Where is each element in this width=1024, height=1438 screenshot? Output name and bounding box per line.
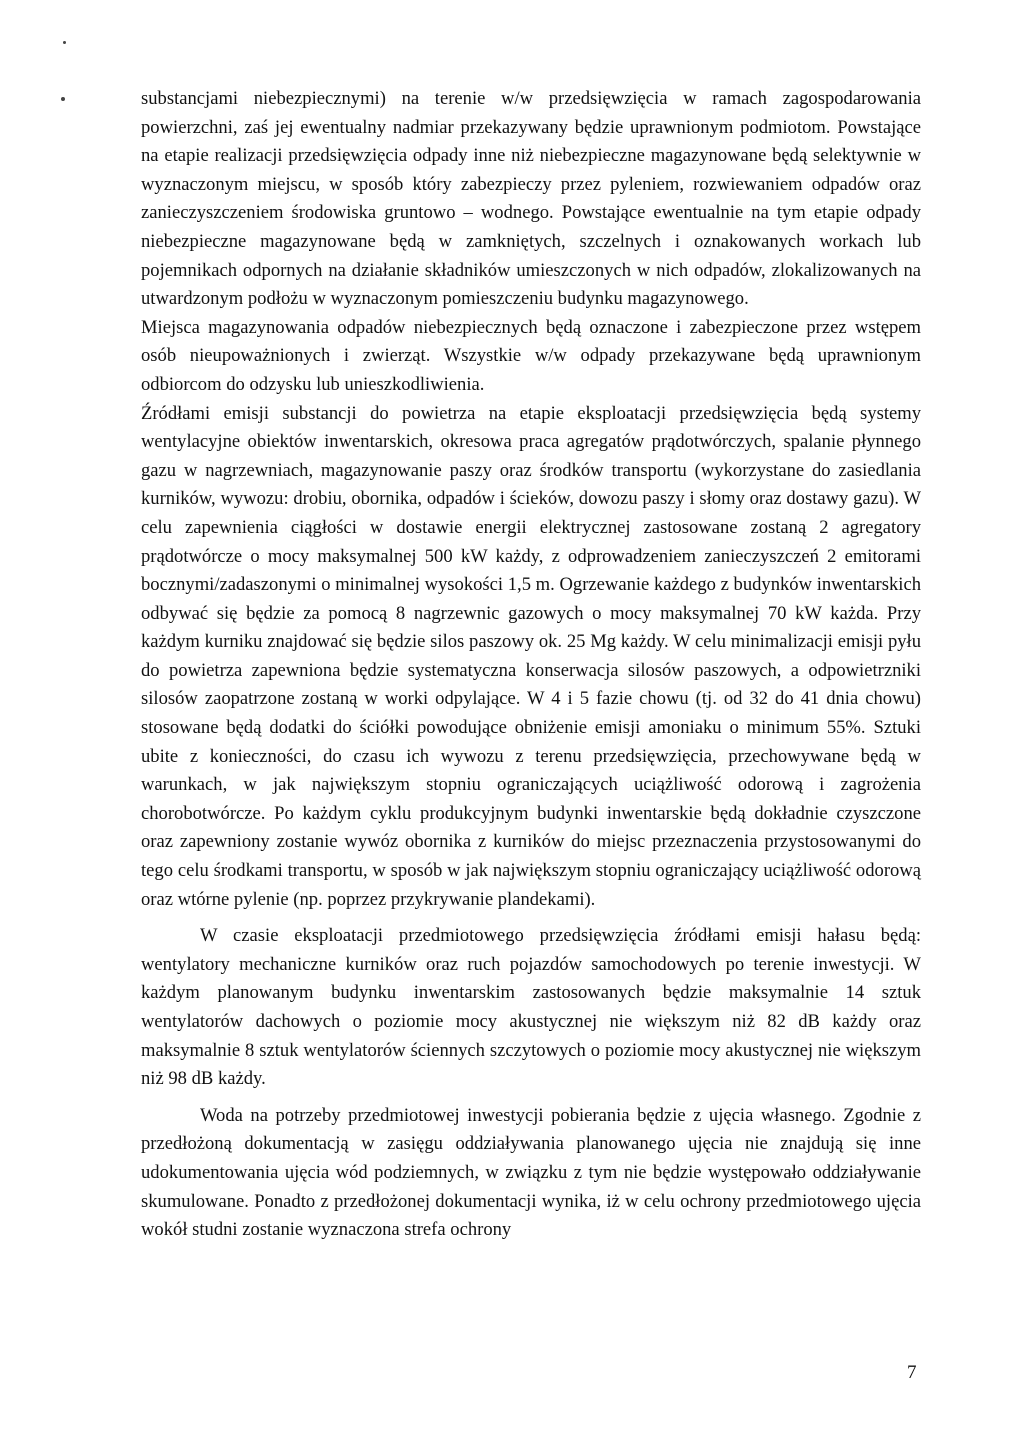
paragraph-noise-emissions: W czasie eksploatacji przedmiotowego przedsięwzięcia źródłami emisji hałasu będą: wentylatory mechaniczne kurników oraz ruch pojazdów samochodowych po terenie inwestycji. W każdym planowanym budynku inwentarskim zastosowanych będzie maksymalnie 14 sztuk wentylatorów dachowych o poziomie mocy akustycznej nie większym niż 82 dB każdy oraz maksymalnie 8 sztuk wentylatorów ściennych szczytowych o poziomie mocy akustycznej nie większym niż 98 dB każdy. bbox=[141, 925, 921, 1090]
body-text bbox=[141, 85, 921, 1245]
paragraph-air-emissions: Źródłami emisji substancji do powietrza na etapie eksploatacji przedsięwzięcia będą systemy wentylacyjne obiektów inwentarskich, okresowa praca agregatów prądotwórczych, spalanie płynnego gazu w nagrzewniach, magazynowanie paszy oraz środków transportu (wykorzystane do zasiedlania kurników, wywozu: drobiu, obornika, odpadów i ścieków, dowozu paszy i słomy oraz dostawy gazu). W celu zapewnienia ciągłości w dostawie energii elektrycznej zastosowane zostaną 2 agregatory prądotwórcze o mocy maksymalnej 500 kW każdy, z odprowadzeniem zanieczyszczeń 2 emitorami bocznymi/zadaszonymi o minimalnej wysokości 1,5 m. Ogrzewanie każdego z budynków inwentarskich odbywać się będzie za pomocą 8 nagrzewnic gazowych o mocy maksymalnej 70 kW każda. Przy każdym kurniku znajdować się będzie silos paszowy ok. 25 Mg każdy. W celu minimalizacji emisji pyłu do powietrza zapewniona będzie systematyczna konserwacja silosów paszowych, a odpowietrzniki silosów zaopatrzone zostaną w worki odpylające. W 4 i 5 fazie chowu (tj. od 32 do 41 dnia chowu) stosowane będą dodatki do ściółki powodujące obniżenie emisji amoniaku o minimum 55%. Sztuki ubite z konieczności, do czasu ich wywozu z terenu przedsięwzięcia, przechowywane będą w warunkach, w jak największym stopniu ograniczających uciążliwość odorową i zagrożenia chorobotwórcze. Po każdym cyklu produkcyjnym budynki inwentarskie będą dokładnie czyszczone oraz zapewniony zostanie wywóz obornika z kurników do miejsc przeznaczenia przystosowanymi do tego celu środkami transportu, w sposób w jak największym stopniu ograniczający uciążliwość odorową oraz wtórne pylenie (np. poprzez przykrywanie plandekami). bbox=[141, 402, 921, 910]
page-number: 7 bbox=[907, 1362, 917, 1383]
bullet-mark bbox=[61, 97, 65, 101]
paragraph-hazardous-storage: Miejsca magazynowania odpadów niebezpiecznych będą oznaczone i zabezpieczone przez wstępem osób nieupoważnionych i zwierząt. Wszystkie w/w odpady przekazywane będą uprawnionym odbiorcom do odzysku lub unieszkodliwienia. bbox=[141, 316, 921, 395]
paragraph-water-supply: Woda na potrzeby przedmiotowej inwestycji pobierania będzie z ujęcia własnego. Zgodnie z przedłożoną dokumentacją w zasięgu oddziaływania planowanego ujęcia nie znajdują się inne udokumentowania ujęcia wód podziemnych, w związku z tym nie będzie występowało oddziaływanie skumulowane. Ponadto z przedłożonej dokumentacji wynika, iż w celu ochrony przedmiotowego ujęcia wokół studni zostanie wyznaczona strefa ochrony bbox=[141, 1104, 921, 1241]
paragraph-waste-realization: substancjami niebezpiecznymi) na terenie w/w przedsięwzięcia w ramach zagospodarowania powierzchni, zaś jej ewentualny nadmiar przekazywany będzie uprawnionym podmiotom. Powstające na etapie realizacji przedsięwzięcia odpady inne niż niebezpieczne magazynowane będą selektywnie w wyznaczonym miejscu, w sposób który zabezpieczy przez pyleniem, rozwiewaniem odpadów oraz zanieczyszczeniem środowiska gruntowo – wodnego. Powstające ewentualnie na tym etapie odpady niebezpieczne magazynowane będą w zamkniętych, szczelnych i oznakowanych workach lub pojemnikach odpornych na działanie składników umieszczonych w nich odpadów, zlokalizowanych na utwardzonym podłożu w wyznaczonym pomieszczeniu budynku magazynowego. bbox=[141, 88, 921, 310]
scan-speck bbox=[63, 41, 66, 44]
